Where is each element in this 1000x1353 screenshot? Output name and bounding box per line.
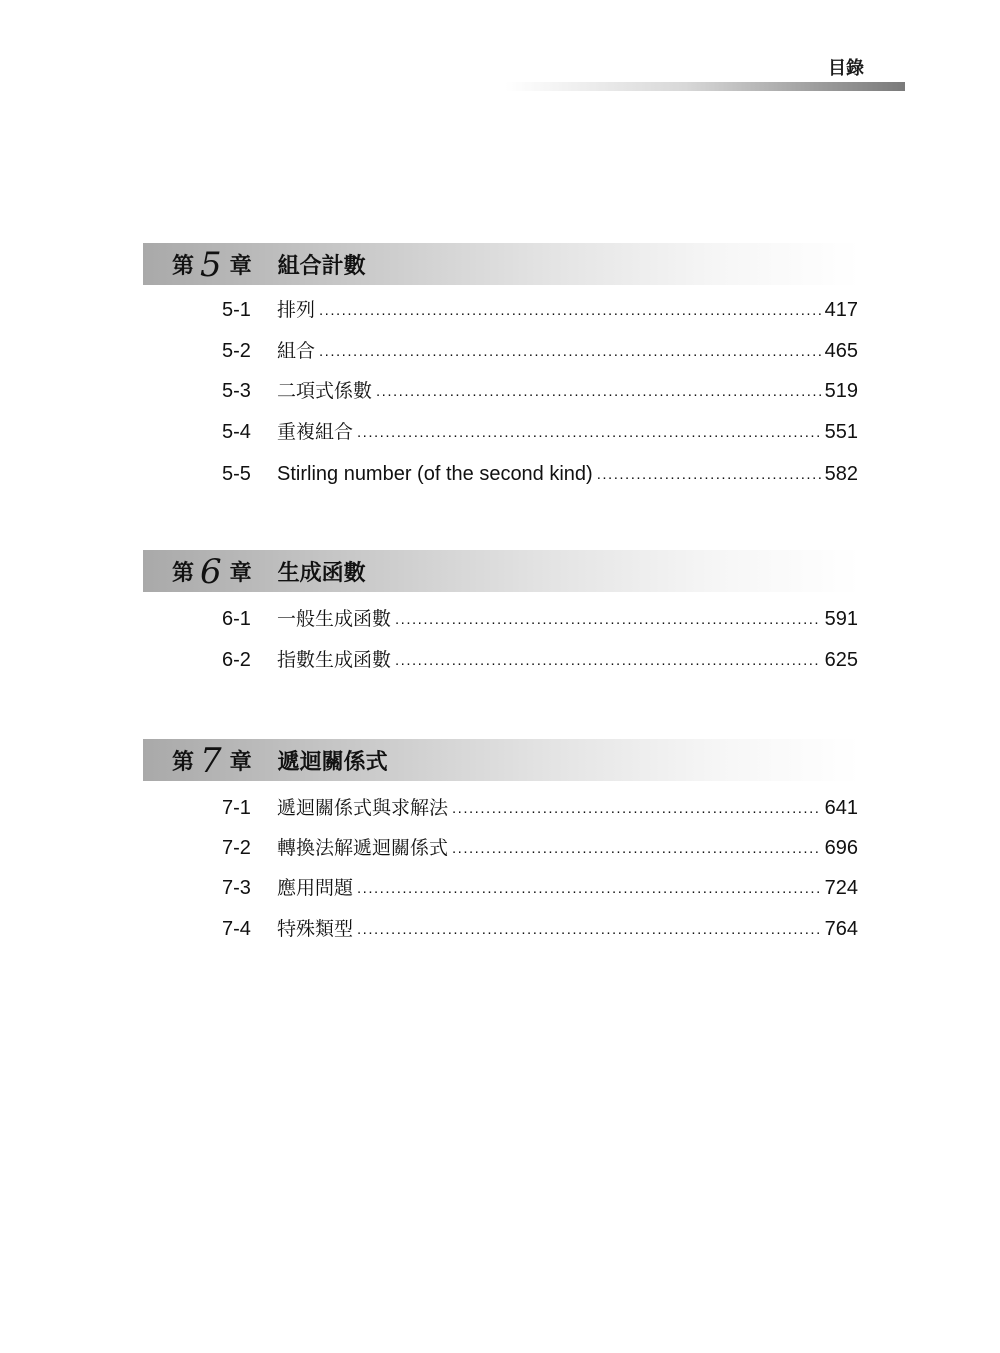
chapter-number: 6 — [200, 552, 222, 592]
page-number: 582 — [824, 463, 858, 485]
section-title: 轉換法解遞迴關係式 — [277, 837, 449, 859]
dot-leader — [357, 913, 821, 945]
dot-leader — [319, 335, 821, 367]
toc-entry[interactable] — [222, 336, 858, 366]
chapter-suffix: 章 — [229, 560, 252, 586]
section-title: 二項式係數 — [277, 380, 373, 402]
page-number: 696 — [824, 837, 858, 859]
toc-entry[interactable] — [222, 873, 858, 903]
toc-entry[interactable] — [222, 793, 858, 823]
section-title: 組合 — [277, 340, 316, 362]
running-head: 目錄 — [828, 58, 864, 79]
dot-leader — [376, 375, 821, 407]
chapter-heading — [172, 739, 388, 781]
chapter-prefix: 第 — [172, 749, 195, 775]
section-number: 5-3 — [222, 380, 251, 402]
chapter-prefix: 第 — [172, 560, 195, 586]
section-number: 7-2 — [222, 837, 251, 859]
toc-entry[interactable] — [222, 604, 858, 634]
page-number: 465 — [824, 340, 858, 362]
page-number: 641 — [824, 797, 858, 819]
dot-leader — [319, 294, 821, 326]
page-number: 625 — [824, 649, 858, 671]
chapter-prefix: 第 — [172, 253, 195, 279]
page-number: 551 — [824, 421, 858, 443]
toc-entry[interactable] — [222, 914, 858, 944]
dot-leader — [395, 603, 821, 635]
section-title: 特殊類型 — [277, 918, 354, 940]
dot-leader — [357, 872, 821, 904]
header-rule — [505, 82, 905, 91]
section-number: 7-1 — [222, 797, 251, 819]
section-number: 7-3 — [222, 877, 251, 899]
toc-entry[interactable] — [222, 295, 858, 325]
chapter-heading — [172, 243, 366, 285]
chapter-heading — [172, 550, 366, 592]
toc-entry[interactable] — [222, 833, 858, 863]
page-number: 417 — [824, 299, 858, 321]
page-number: 519 — [824, 380, 858, 402]
section-number: 6-2 — [222, 649, 251, 671]
section-title: 一般生成函數 — [277, 608, 392, 630]
toc-entry[interactable] — [222, 459, 858, 489]
section-title: Stirling number (of the second kind) — [277, 463, 593, 485]
chapter-suffix: 章 — [229, 749, 252, 775]
section-title: 指數生成函數 — [277, 649, 392, 671]
page-number: 591 — [824, 608, 858, 630]
toc-entry[interactable] — [222, 645, 858, 675]
dot-leader — [452, 832, 821, 864]
section-number: 5-4 — [222, 421, 251, 443]
toc-entry[interactable] — [222, 417, 858, 447]
section-number: 5-2 — [222, 340, 251, 362]
toc-entry[interactable] — [222, 376, 858, 406]
section-title: 排列 — [277, 299, 316, 321]
section-title: 應用問題 — [277, 877, 354, 899]
chapter-number: 5 — [200, 245, 222, 285]
chapter-title: 生成函數 — [277, 560, 366, 586]
section-title: 遞迴關係式與求解法 — [277, 797, 449, 819]
section-number: 5-1 — [222, 299, 251, 321]
chapter-suffix: 章 — [229, 253, 252, 279]
dot-leader — [452, 792, 821, 824]
section-number: 6-1 — [222, 608, 251, 630]
page-number: 724 — [824, 877, 858, 899]
section-number: 7-4 — [222, 918, 251, 940]
dot-leader — [597, 458, 821, 490]
dot-leader — [357, 416, 821, 448]
section-number: 5-5 — [222, 463, 251, 485]
chapter-title: 組合計數 — [277, 253, 366, 279]
page-number: 764 — [824, 918, 858, 940]
section-title: 重複組合 — [277, 421, 354, 443]
chapter-number: 7 — [200, 741, 222, 781]
chapter-title: 遞迴關係式 — [277, 749, 388, 775]
dot-leader — [395, 644, 821, 676]
